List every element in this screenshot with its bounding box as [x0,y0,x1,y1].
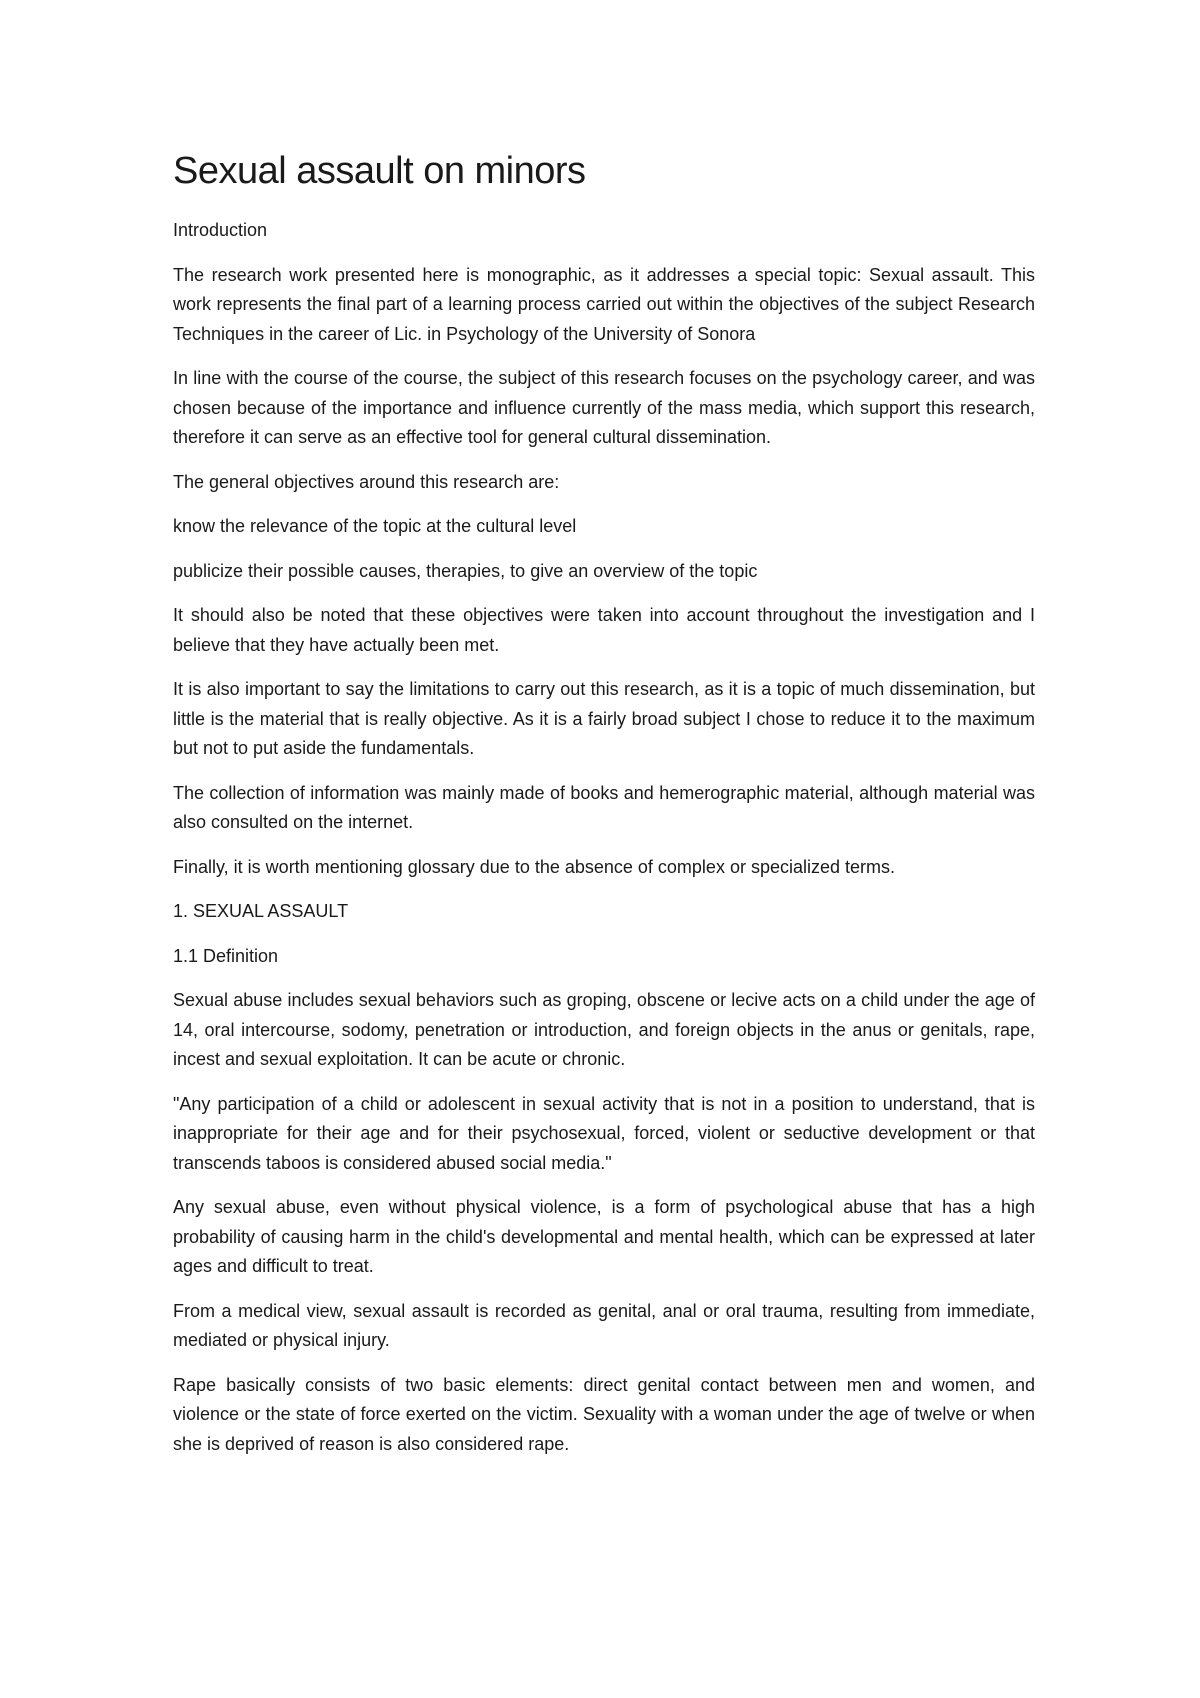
document-page [173,148,1035,1474]
paragraph-definition-1: Sexual abuse includes sexual behaviors such as groping, obscene or lecive acts on a child under the age of 14, oral intercourse, sodomy, penetration or introduction, and foreign objects in the anus or genitals, rape, incest and sexual exploitation. It can be acute or chronic. [173,990,1035,1069]
objective-item-1: know the relevance of the topic at the cultural level [173,516,577,536]
objective-item-2: publicize their possible causes, therapies, to give an overview of the topic [173,560,758,581]
paragraph-definition-5: Rape basically consists of two basic elements: direct genital contact between men and women, and violence or the state of force exerted on the victim. Sexuality with a woman under the age of twelve or when she is deprived of reason is also considered rape. [173,1374,1035,1454]
paragraph-definition-2: "Any participation of a child or adolescent in sexual activity that is not in a position to understand, that is inappropriate for their age and for their psychosexual, forced, violent or seductive development or that transcends taboos is considered abused social media." [173,1093,1035,1173]
paragraph-objectives-lead: The general objectives around this research are: [173,471,560,492]
paragraph-intro-1: The research work presented here is monographic, as it addresses a special topic: Sexual assault. This work represents the final part of a learning process carried out within the objectives of the subject Research Techniques in the career of Lic. in Psychology of the University of Sonora [173,264,1035,344]
paragraph-definition-4: From a medical view, sexual assault is recorded as genital, anal or oral trauma, resulting from immediate, mediated or physical injury. [173,1300,1035,1350]
document-title: Sexual assault on minors [173,150,586,192]
paragraph-intro-6: Finally, it is worth mentioning glossary due to the absence of complex or specialized terms. [173,856,896,877]
subsection-heading: 1.1 Definition [173,945,279,966]
paragraph-definition-3: Any sexual abuse, even without physical violence, is a form of psychological abuse that has a high probability of causing harm in the child's developmental and mental health, which can be expressed at later ages and difficult to treat. [173,1197,1035,1276]
section-heading: 1. SEXUAL ASSAULT [173,901,349,921]
paragraph-intro-2: In line with the course of the course, the subject of this research focuses on the psychology career, and was chosen because of the importance and influence currently of the mass media, which support this research, therefore it can serve as an effective tool for general cultural dissemination. [173,368,1035,447]
paragraph-intro-4: It is also important to say the limitations to carry out this research, as it is a topic of much dissemination, but little is the material that is really objective. As it is a fairly broad subject I chose to reduce it to the maximum but not to put aside the fundamentals. [173,679,1035,758]
intro-heading: Introduction [173,220,268,240]
paragraph-intro-5: The collection of information was mainly made of books and hemerographic material, although material was also consulted on the internet. [173,782,1035,832]
paragraph-intro-3: It should also be noted that these objectives were taken into account throughout the investigation and I believe that they have actually been met. [173,605,1035,655]
